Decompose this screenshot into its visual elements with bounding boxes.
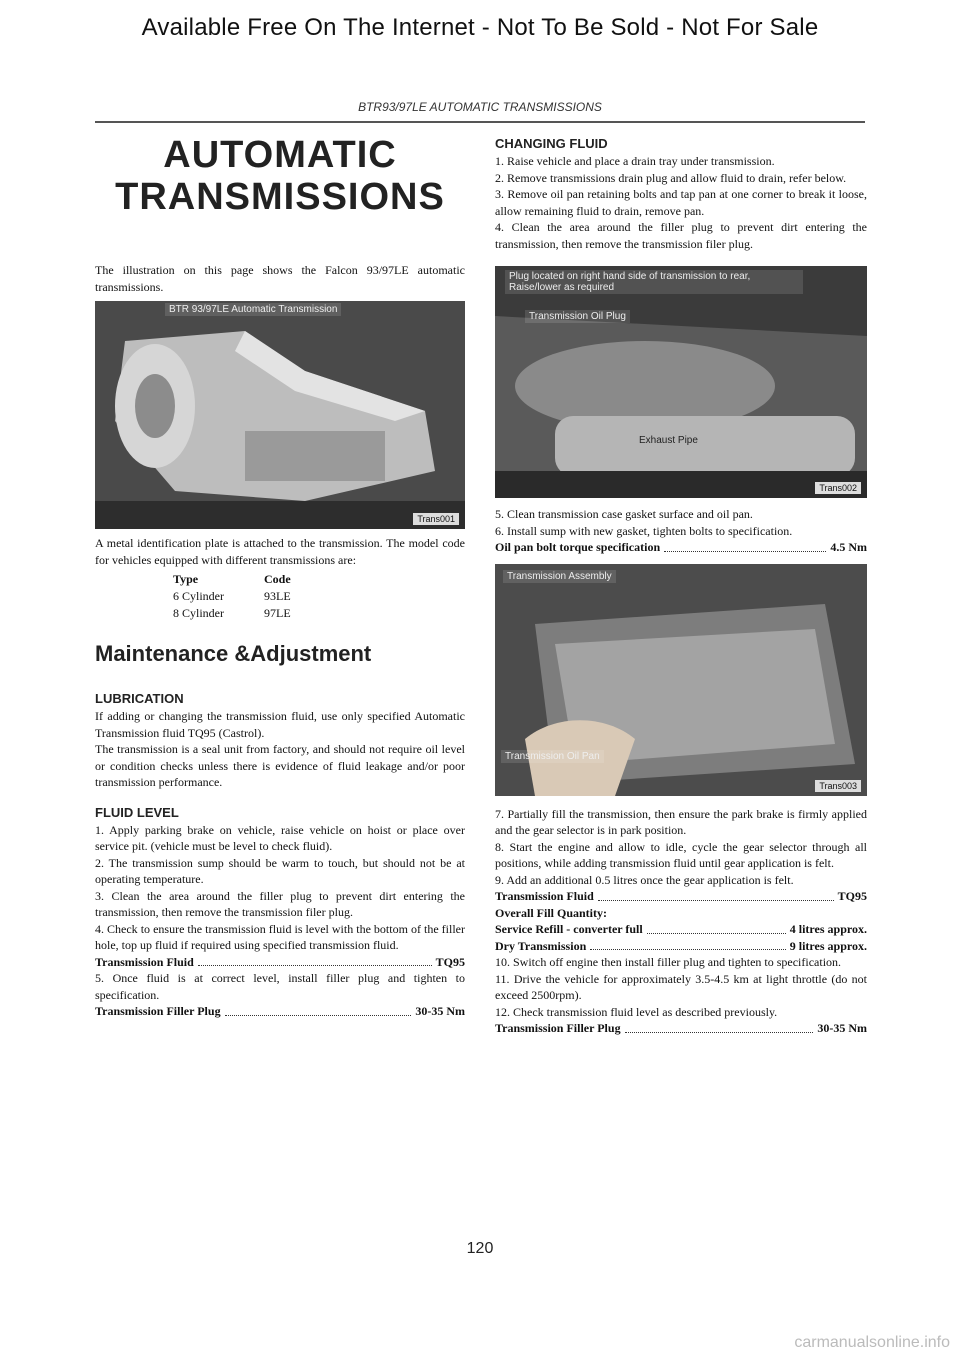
change-step: 2. Remove transmissions drain plug and allow fluid to drain, refer below. — [495, 170, 847, 185]
spec-label: Transmission Fluid — [495, 889, 594, 903]
page-number: 120 — [466, 1240, 494, 1257]
photo-caption: Transmission Assembly — [503, 570, 616, 583]
spec-leader — [225, 1003, 412, 1016]
spec-value: 4.5 Nm — [830, 540, 867, 554]
spec-label: Transmission Filler Plug — [95, 1004, 221, 1018]
fluid-step: 5. Once fluid is at correct level, install filler plug and tighten to specification. — [95, 971, 465, 1002]
spec-leader — [590, 938, 786, 951]
spec-label: Transmission Filler Plug — [495, 1021, 621, 1035]
photo-tag: Trans003 — [815, 780, 861, 792]
overall-fill-label: Overall Fill Quantity: — [495, 905, 607, 920]
intro-text: The illustration on this page shows the Falcon 93/97LE automatic transmissions. — [95, 263, 465, 294]
photo-caption: BTR 93/97LE Automatic Transmission — [165, 303, 341, 316]
spec-value: TQ95 — [837, 889, 867, 903]
banner-text: Available Free On The Internet - Not To Be Sold - Not For Sale — [141, 14, 819, 41]
table-cell: 93LE — [264, 589, 291, 603]
spec-label: Transmission Fluid — [95, 954, 194, 969]
spec-leader — [625, 1020, 814, 1033]
spec-leader — [664, 539, 826, 552]
fluid-step: 4. Check to ensure the transmission fluid is level with the bottom of the filler hole, top up fluid if required using specified transmission fluid. — [95, 921, 465, 952]
left-column — [95, 130, 465, 1020]
table-row — [173, 589, 331, 606]
spec-label: Oil pan bolt torque specification — [495, 540, 661, 554]
underbody-illustration — [495, 266, 867, 498]
spec-service-refill — [495, 921, 867, 938]
spec-value: 30-35 Nm — [817, 1021, 867, 1035]
spec-leader — [647, 921, 786, 934]
fluid-level-heading: FLUID LEVEL — [95, 804, 179, 820]
running-header: BTR93/97LE AUTOMATIC TRANSMISSIONS — [358, 100, 602, 114]
photo-caption: Plug located on right hand side of transmission to rear, Raise/lower as required — [505, 270, 803, 294]
spec-oil-pan-torque — [495, 539, 867, 556]
drain-plug-photo — [495, 266, 867, 498]
page-title — [95, 134, 465, 218]
spec-value: TQ95 — [435, 954, 465, 969]
table-cell: 8 Cylinder — [173, 606, 224, 620]
oil-pan-photo — [495, 564, 867, 796]
model-code-table — [173, 572, 331, 623]
photo-caption: Transmission Oil Pan — [501, 750, 604, 763]
photo-tag: Trans001 — [413, 513, 459, 525]
fluid-step: 1. Apply parking brake on vehicle, raise vehicle on hoist or place over service pit. (vehicle must be level to check fluid). — [95, 822, 465, 853]
spec-value: 30-35 Nm — [415, 1004, 465, 1018]
change-step: 11. Drive the vehicle for approximately 3.5-4.5 km at light throttle (do not exceed 2500rpm). — [495, 971, 867, 1002]
site-watermark: carmanualsonline.info — [794, 1334, 950, 1351]
header-rule — [95, 121, 865, 123]
table-header-row — [173, 572, 331, 589]
title-line-2: TRANSMISSIONS — [115, 176, 445, 218]
change-step: 6. Install sump with new gasket, tighten bolts to specification. — [495, 523, 793, 538]
column-header-type: Type — [173, 572, 199, 586]
photo-caption: Transmission Oil Plug — [525, 310, 630, 323]
photo-caption: Exhaust Pipe — [639, 435, 698, 446]
change-step: 9. Add an additional 0.5 litres once the gear application is felt. — [495, 872, 794, 887]
change-step: 10. Switch off engine then install filler plug and tighten to specification. — [495, 955, 842, 969]
fluid-step: 2. The transmission sump should be warm to touch, but should not be at operating temperature. — [95, 855, 465, 886]
identification-text: A metal identification plate is attached to the transmission. The model code for vehicles equipped with different transmissions are: — [95, 536, 465, 567]
change-step: 5. Clean transmission case gasket surface and oil pan. — [495, 507, 753, 521]
title-line-1: AUTOMATIC — [163, 134, 397, 176]
lubrication-paragraph-2: The transmission is a seal unit from factory, and should not require oil level or condition checks unless there is evidence of fluid leakage and/or poor transmission performance. — [95, 742, 465, 789]
transmission-photo — [95, 301, 465, 529]
changing-fluid-heading: CHANGING FLUID — [495, 136, 608, 151]
change-step: 8. Start the engine and allow to idle, cycle the gear selector through all positions, while adding transmission fluid until gear application is felt. — [495, 839, 867, 870]
fluid-step: 3. Clean the area around the filler plug to prevent dirt entering the transmission, then remove the transmission filer plug. — [95, 888, 465, 919]
lubrication-paragraph-1: If adding or changing the transmission fluid, use only specified Automatic Transmission fluid TQ95 (Castrol). — [95, 709, 465, 740]
change-step: 12. Check transmission fluid level as described previously. — [495, 1004, 778, 1019]
spec-transmission-fluid — [95, 954, 465, 971]
photo-tag: Trans002 — [815, 482, 861, 494]
maintenance-heading: Maintenance &Adjustment — [95, 641, 372, 666]
right-column — [495, 130, 867, 1037]
spec-value: 9 litres approx. — [789, 938, 867, 953]
lubrication-heading: LUBRICATION — [95, 691, 184, 706]
spec-label: Service Refill - converter full — [495, 922, 643, 936]
spec-dry-transmission — [495, 938, 867, 955]
spec-label: Dry Transmission — [495, 938, 587, 953]
spec-filler-plug — [95, 1003, 465, 1020]
spec-filler-plug — [495, 1020, 867, 1037]
change-step: 7. Partially fill the transmission, then ensure the park brake is firmly applied and the gear selector is in park position. — [495, 806, 867, 837]
table-row — [173, 606, 331, 623]
change-step: 4. Clean the area around the filler plug to prevent dirt entering the transmission, then remove the transmission filer plug. — [495, 220, 867, 251]
spec-value: 4 litres approx. — [789, 922, 867, 936]
table-cell: 97LE — [264, 606, 291, 620]
change-step: 1. Raise vehicle and place a drain tray under transmission. — [495, 154, 775, 168]
column-header-code: Code — [264, 572, 291, 586]
table-cell: 6 Cylinder — [173, 589, 224, 603]
spec-transmission-fluid — [495, 888, 867, 905]
transmission-illustration — [95, 301, 465, 529]
change-step: 3. Remove oil pan retaining bolts and tap pan at one corner to break it loose, allow remaining fluid to drain, remove pan. — [495, 187, 867, 218]
spec-leader — [198, 954, 432, 967]
spec-leader — [598, 888, 834, 901]
